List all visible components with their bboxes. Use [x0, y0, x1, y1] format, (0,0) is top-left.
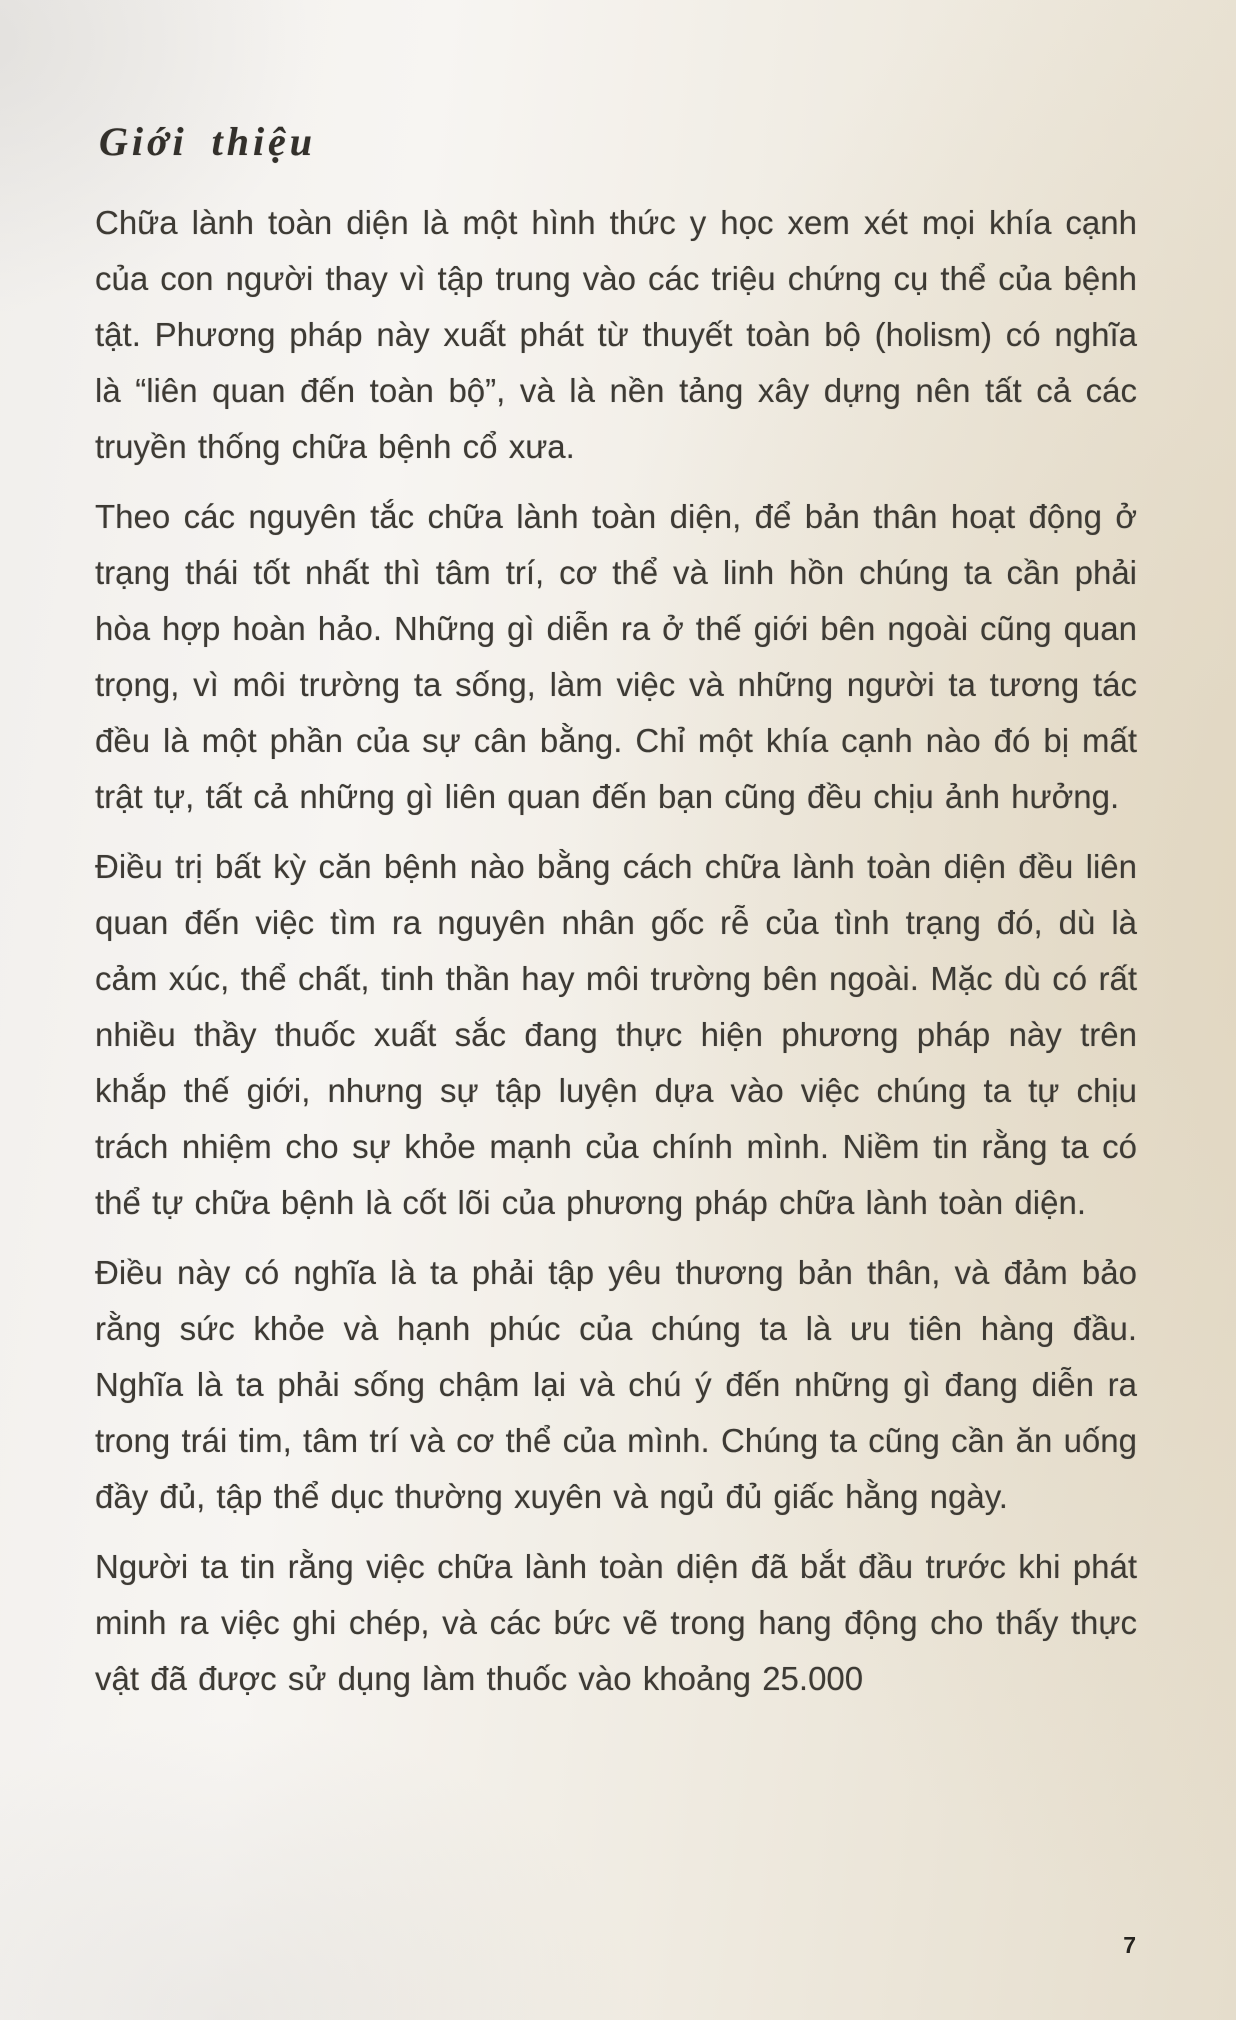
- body-paragraph-5: Người ta tin rằng việc chữa lành toàn diện đã bắt đầu trước khi phát minh ra việc ghi chép, và các bức vẽ trong hang động cho thấy thực vật đã được sử dụng làm thuốc vào khoảng 25.000: [95, 1548, 1137, 1697]
- body-paragraph-4: Điều này có nghĩa là ta phải tập yêu thương bản thân, và đảm bảo rằng sức khỏe và hạnh phúc của chúng ta là ưu tiên hàng đầu. Nghĩa là ta phải sống chậm lại và chú ý đến những gì đang diễn ra trong trái tim, tâm trí và cơ thể của mình. Chúng ta cũng cần ăn uống đầy đủ, tập thể dục thường xuyên và ngủ đủ giấc hằng ngày.: [95, 1254, 1137, 1515]
- body-paragraph-3: Điều trị bất kỳ căn bệnh nào bằng cách chữa lành toàn diện đều liên quan đến việc tìm ra nguyên nhân gốc rễ của tình trạng đó, dù là cảm xúc, thể chất, tinh thần hay môi trường bên ngoài. Mặc dù có rất nhiều thầy thuốc xuất sắc đang thực hiện phương pháp này trên khắp thế giới, nhưng sự tập luyện dựa vào việc chúng ta tự chịu trách nhiệm cho sự khỏe mạnh của chính mình. Niềm tin rằng ta có thể tự chữa bệnh là cốt lõi của phương pháp chữa lành toàn diện.: [95, 848, 1137, 1221]
- page-number: 7: [1123, 1932, 1136, 1958]
- body-paragraph-1: Chữa lành toàn diện là một hình thức y học xem xét mọi khía cạnh của con người thay vì tập trung vào các triệu chứng cụ thể của bệnh tật. Phương pháp này xuất phát từ thuyết toàn bộ (holism) có nghĩa là “liên quan đến toàn bộ”, và là nền tảng xây dựng nên tất cả các truyền thống chữa bệnh cổ xưa.: [95, 204, 1137, 465]
- body-paragraph-2: Theo các nguyên tắc chữa lành toàn diện, để bản thân hoạt động ở trạng thái tốt nhất thì tâm trí, cơ thể và linh hồn chúng ta cần phải hòa hợp hoàn hảo. Những gì diễn ra ở thế giới bên ngoài cũng quan trọng, vì môi trường ta sống, làm việc và những người ta tương tác đều là một phần của sự cân bằng. Chỉ một khía cạnh nào đó bị mất trật tự, tất cả những gì liên quan đến bạn cũng đều chịu ảnh hưởng.: [95, 498, 1137, 815]
- section-title: Giới thiệu: [99, 119, 317, 164]
